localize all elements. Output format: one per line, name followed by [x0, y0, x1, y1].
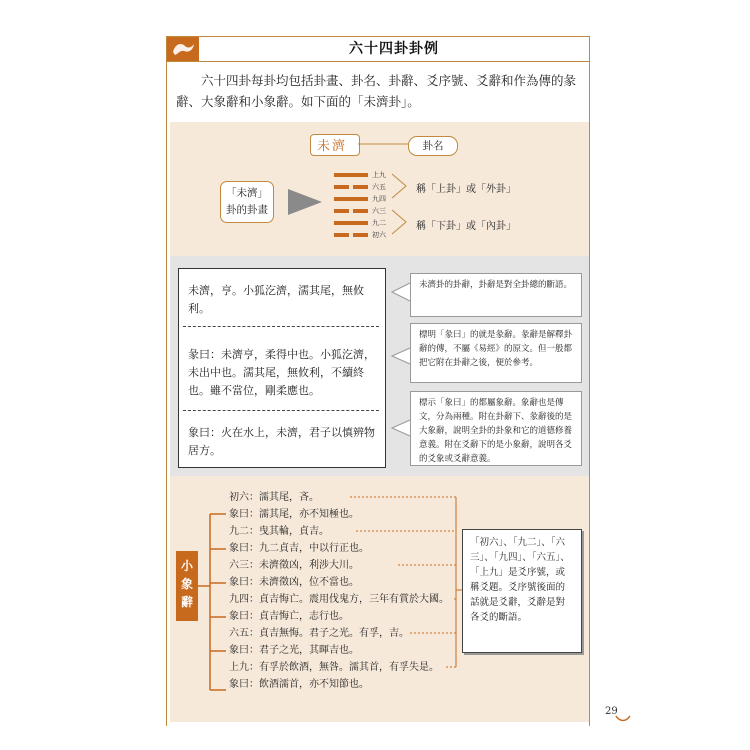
line-label: 上九 — [372, 171, 386, 179]
yao-line: 象曰：未濟徵凶，位不當也。 — [229, 577, 359, 588]
line-label: 初六 — [372, 231, 386, 239]
yao-line: 六五：貞吉無悔。君子之光。有孚，吉。 — [229, 628, 409, 639]
note-xiang: 標示「象曰」的都屬象辭。象辭也是傳文，分為兩種。附在卦辭下、彖辭後的是大象辭，說明全卦的卦象和它的道德修養意義。附在爻辭下的是小象辭，說明各爻的爻象或爻辭意義。 — [410, 391, 582, 466]
tuan-text: 彖曰：未濟亨，柔得中也。小狐汔濟，未出中也。濡其尾，無攸利，不續終也。雖不當位，剛柔應也。 — [188, 348, 375, 397]
yao-line: 象曰：貞吉悔亡，志行也。 — [229, 611, 349, 622]
note-gua-ci: 未濟卦的卦辭，卦辭是對全卦總的斷語。 — [410, 273, 582, 317]
line-label: 九四 — [372, 195, 386, 203]
yao-line: 九四：貞吉悔亡。震用伐鬼方，三年有賞於大國。 — [229, 594, 449, 605]
gua-ci-text: 未濟，亨。小狐汔濟，濡其尾，無攸利。 — [188, 284, 364, 315]
yao-line: 九二：曳其輪，貞吉。 — [229, 526, 329, 537]
lower-trigram-note: 稱「下卦」或「內卦」 — [416, 221, 516, 232]
upper-trigram-note: 稱「上卦」或「外卦」 — [416, 184, 516, 195]
xiao-xiang-label: 小象辭 — [176, 551, 198, 621]
da-xiang-text: 象曰：火在水上，未濟，君子以慎辨物居方。 — [188, 426, 375, 457]
yao-line: 六三：未濟徵凶，利涉大川。 — [229, 560, 359, 571]
gua-name-label: 卦名 — [408, 136, 458, 156]
gua-seal: 未濟 — [317, 139, 348, 154]
yao-summary-box: 「初六」、「九二」、「六三」、「九四」、「六五」、「上九」是爻序號，或稱爻題。爻序號後面的話就是爻辭，爻辭是對各爻的斷語。 — [462, 529, 582, 653]
yao-line: 初六：濡其尾，吝。 — [229, 492, 319, 503]
intro-paragraph: 六十四卦每卦均包括卦畫、卦名、卦辭、爻序號、爻辭和作為傳的彖辭、大象辭和小象辭。如下面的「未濟卦」。 — [176, 73, 577, 109]
line-label: 六五 — [372, 183, 386, 191]
line-label: 九二 — [372, 219, 386, 227]
page-title: 六十四卦卦例 — [349, 41, 439, 57]
yao-line: 象曰：君子之光，其暉吉也。 — [229, 645, 359, 656]
gua-drawing-label-line2: 卦的卦畫 — [226, 204, 268, 216]
note-tuan: 標明「彖曰」的就是彖辭。彖辭是解釋卦辭的傳，不屬《易經》的原文。但一般都把它附在卦辭之後，便於參考。 — [410, 323, 582, 383]
line-label: 六三 — [372, 207, 386, 215]
yao-line: 象曰：飲酒濡首，亦不知節也。 — [229, 679, 369, 690]
yao-line: 上九：有孚於飲酒，無咎。濡其首，有孚失是。 — [229, 662, 439, 673]
yao-line: 象曰：濡其尾，亦不知極也。 — [229, 509, 359, 520]
gua-drawing-label-line1: 「未濟」 — [226, 187, 268, 199]
page-number: 29 — [605, 706, 618, 717]
yao-line: 象曰：九二貞吉，中以行正也。 — [229, 543, 369, 554]
